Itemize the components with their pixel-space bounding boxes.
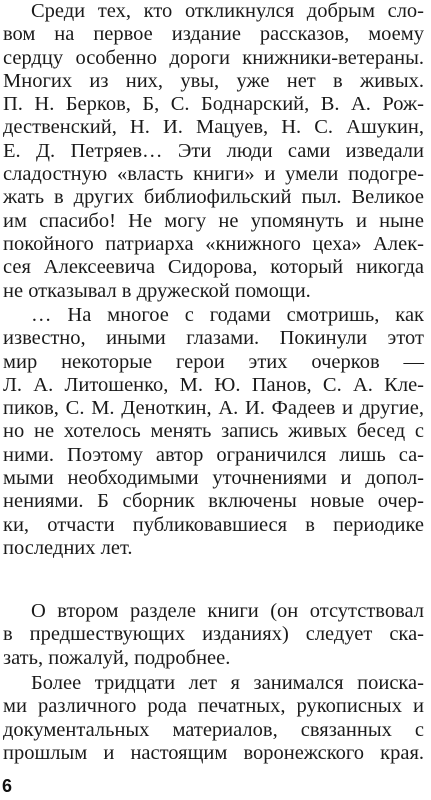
text-line: ки, отчасти публиковавшиеся в периодике	[3, 513, 424, 536]
text-line: сея Алексеевича Сидорова, который никогда	[3, 256, 424, 279]
paragraph-second-section	[3, 600, 424, 670]
text-line: пиков, С. М. Деноткин, А. И. Фадеев и другие,	[3, 397, 424, 420]
text-line: О втором разделе книги (он отсутствовал	[31, 600, 424, 622]
text-line: но не хотелось менять запись живых бесед с	[3, 420, 424, 443]
text-line: … На многое с годами смотришь, как	[31, 304, 424, 326]
text-line: Среди тех, кто откликнулся добрым сло-	[31, 0, 424, 22]
text-line: мир некоторые герои этих очерков —	[3, 350, 424, 373]
text-line: Многих из них, увы, уже нет в живых.	[3, 69, 424, 92]
text-line: Л. А. Литошенко, М. Ю. Панов, С. А. Кле-	[3, 373, 424, 396]
text-line: прошлым и настоящим воронежского края.	[3, 741, 424, 764]
text-line: П. Н. Берков, Б, С. Боднарский, В. А. Рож-	[3, 93, 424, 116]
text-line: сердцу особенно дороги книжники-ветераны.	[3, 46, 424, 69]
text-line: жать в других библиофильский пыл. Великое	[3, 186, 424, 209]
text-line: зать, пожалуй, подробнее.	[3, 646, 231, 669]
text-line: ми различного рода печатных, рукописных и	[3, 695, 424, 718]
text-line: не отказывал в дружеской помощи.	[3, 279, 311, 302]
text-line: документальных материалов, связанных с	[3, 718, 424, 741]
text-line: им спасибо! Не могу не упомянуть и ныне	[3, 209, 424, 232]
text-line: Более тридцати лет я занимался поиска-	[31, 672, 424, 694]
text-line: в предшествующих изданиях) следует ска-	[3, 623, 424, 646]
paragraph-heroes	[3, 304, 424, 560]
text-line: ними. Поэтому автор ограничился лишь са-	[3, 443, 424, 466]
text-line: нениями. Б сборник включены новые очер-	[3, 490, 424, 513]
page-number: 6	[2, 776, 13, 796]
paragraph-search	[3, 672, 424, 765]
paragraph-veterans	[3, 0, 424, 303]
text-line: Е. Д. Петряев… Эти люди сами изведали	[3, 139, 424, 162]
text-line: известно, иными глазами. Покинули этот	[3, 327, 424, 350]
text-line: дественский, Н. И. Мацуев, Н. С. Ашукин,	[3, 116, 424, 139]
text-line: мыми необходимыми уточнениями и допол-	[3, 467, 424, 490]
text-line: сладостную «власть книги» и умели подогре-	[3, 163, 424, 186]
text-line: последних лет.	[3, 536, 133, 559]
text-line: покойного патриарха «книжного цеха» Алек-	[3, 232, 424, 255]
text-line: вом на первое издание рассказов, моему	[3, 23, 424, 46]
